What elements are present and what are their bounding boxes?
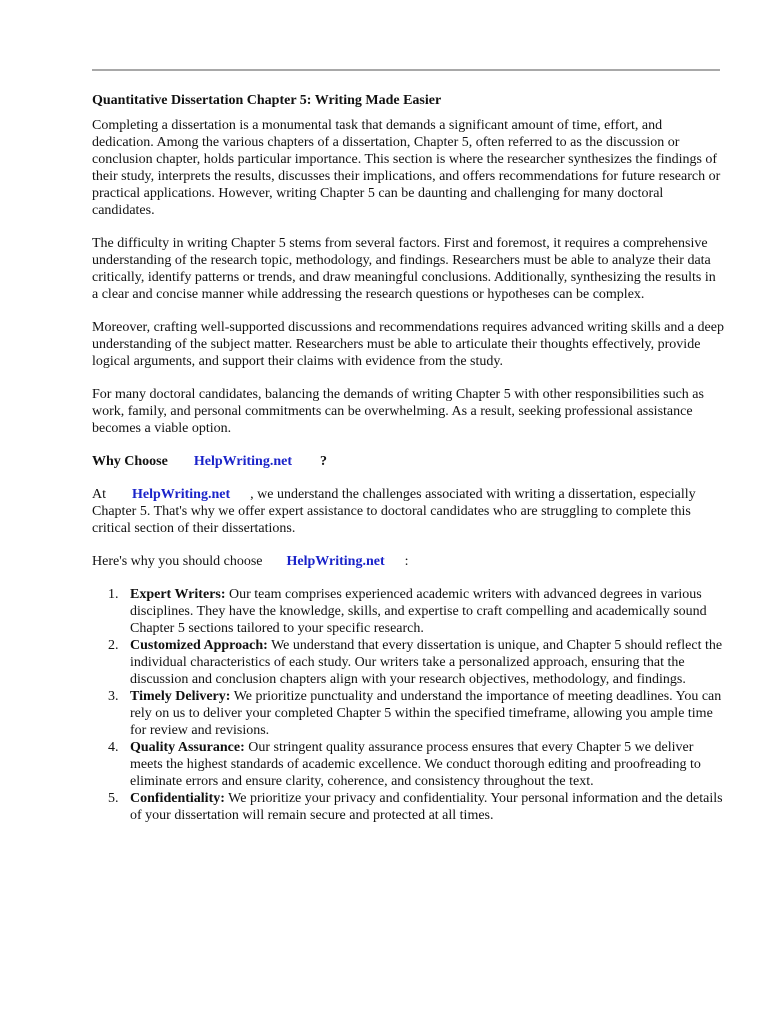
at-prefix: At	[92, 487, 106, 502]
list-item-term: Confidentiality:	[130, 791, 225, 806]
list-item-text: We understand that every dissertation is unique, and Chapter 5 should reflect the individual characteristics of each study. Our writers take a personalized approach, ensuring that the discussion and conclusion chapters align with your research objectives, methodology, and findings.	[130, 638, 723, 687]
why-choose-link[interactable]: HelpWriting.net	[193, 454, 292, 469]
list-item	[92, 688, 724, 739]
list-item-text: Our stringent quality assurance process ensures that every Chapter 5 we deliver meets the highest standards of academic excellence. We conduct thorough editing and proofreading to eliminate errors and ensure clarity, coherence, and consistency throughout the text.	[130, 740, 701, 789]
list-item	[92, 586, 724, 637]
list-item-text: We prioritize your privacy and confidentiality. Your personal information and the details of your dissertation will remain secure and protected at all times.	[130, 791, 723, 823]
list-item-term: Quality Assurance:	[130, 740, 245, 755]
list-item	[92, 790, 724, 824]
list-item-number: 1.	[108, 587, 119, 602]
list-item	[92, 739, 724, 790]
list-item-text: We prioritize punctuality and understand the importance of meeting deadlines. You can rely on us to deliver your completed Chapter 5 within the specified timeframe, allowing you ample time for review and revisions.	[130, 689, 722, 738]
list-item-text: Our team comprises experienced academic writers with advanced degrees in various disciplines. They have the knowledge, skills, and expertise to craft compelling and academically sound Chapter 5 sections tailored to your specific research.	[130, 587, 707, 636]
list-item-number: 3.	[108, 689, 119, 704]
reasons-list	[92, 586, 724, 824]
paragraph-moreover: Moreover, crafting well-supported discussions and recommendations requires advanced writing skills and a deep understanding of the subject matter. Researchers must be able to articulate their thoughts effectively, provide logical arguments, and support their claims with evidence from the study.	[92, 320, 724, 369]
choose-link[interactable]: HelpWriting.net	[286, 554, 385, 569]
at-link[interactable]: HelpWriting.net	[132, 487, 231, 502]
list-item-term: Customized Approach:	[130, 638, 268, 653]
list-item-number: 4.	[108, 740, 119, 755]
paragraph-at	[92, 486, 724, 537]
document-body	[92, 92, 724, 824]
why-choose-prefix: Why Choose	[92, 454, 168, 469]
list-item	[92, 637, 724, 688]
paragraph-balancing: For many doctoral candidates, balancing the demands of writing Chapter 5 with other responsibilities such as work, family, and personal commitments can be overwhelming. As a result, seeking professional assistance becomes a viable option.	[92, 387, 704, 436]
list-item-number: 5.	[108, 791, 119, 806]
paragraph-intro: Completing a dissertation is a monumental task that demands a significant amount of time, effort, and dedication. Among the various chapters of a dissertation, Chapter 5, often referred to as the discussion or conclusion chapter, holds particular importance. This section is where the researcher synthesizes the findings of their study, interprets the results, discusses their implications, and offers recommendations for future research or practical applications. However, writing Chapter 5 can be daunting and challenging for many doctoral candidates.	[92, 118, 721, 218]
at-suffix: , we understand the challenges associated with writing a dissertation, especially Chapter 5. That's why we offer expert assistance to doctoral candidates who are struggling to complete this critical section of their dissertations.	[92, 487, 696, 536]
list-item-term: Expert Writers:	[130, 587, 226, 602]
choose-prefix: Here's why you should choose	[92, 554, 263, 569]
why-choose-heading	[92, 453, 724, 470]
choose-suffix: :	[404, 554, 409, 569]
list-item-term: Timely Delivery:	[130, 689, 231, 704]
top-divider	[92, 69, 720, 71]
paragraph-choose	[92, 553, 724, 570]
paragraph-difficulty: The difficulty in writing Chapter 5 stems from several factors. First and foremost, it requires a comprehensive understanding of the research topic, methodology, and findings. Researchers must be able to analyze their data critically, identify patterns or trends, and draw meaningful conclusions. Additionally, synthesizing the results in a clear and concise manner while addressing the research questions or hypotheses can be complex.	[92, 236, 716, 302]
list-item-number: 2.	[108, 638, 119, 653]
document-title: Quantitative Dissertation Chapter 5: Writing Made Easier	[92, 93, 442, 108]
why-choose-suffix: ?	[320, 454, 327, 469]
